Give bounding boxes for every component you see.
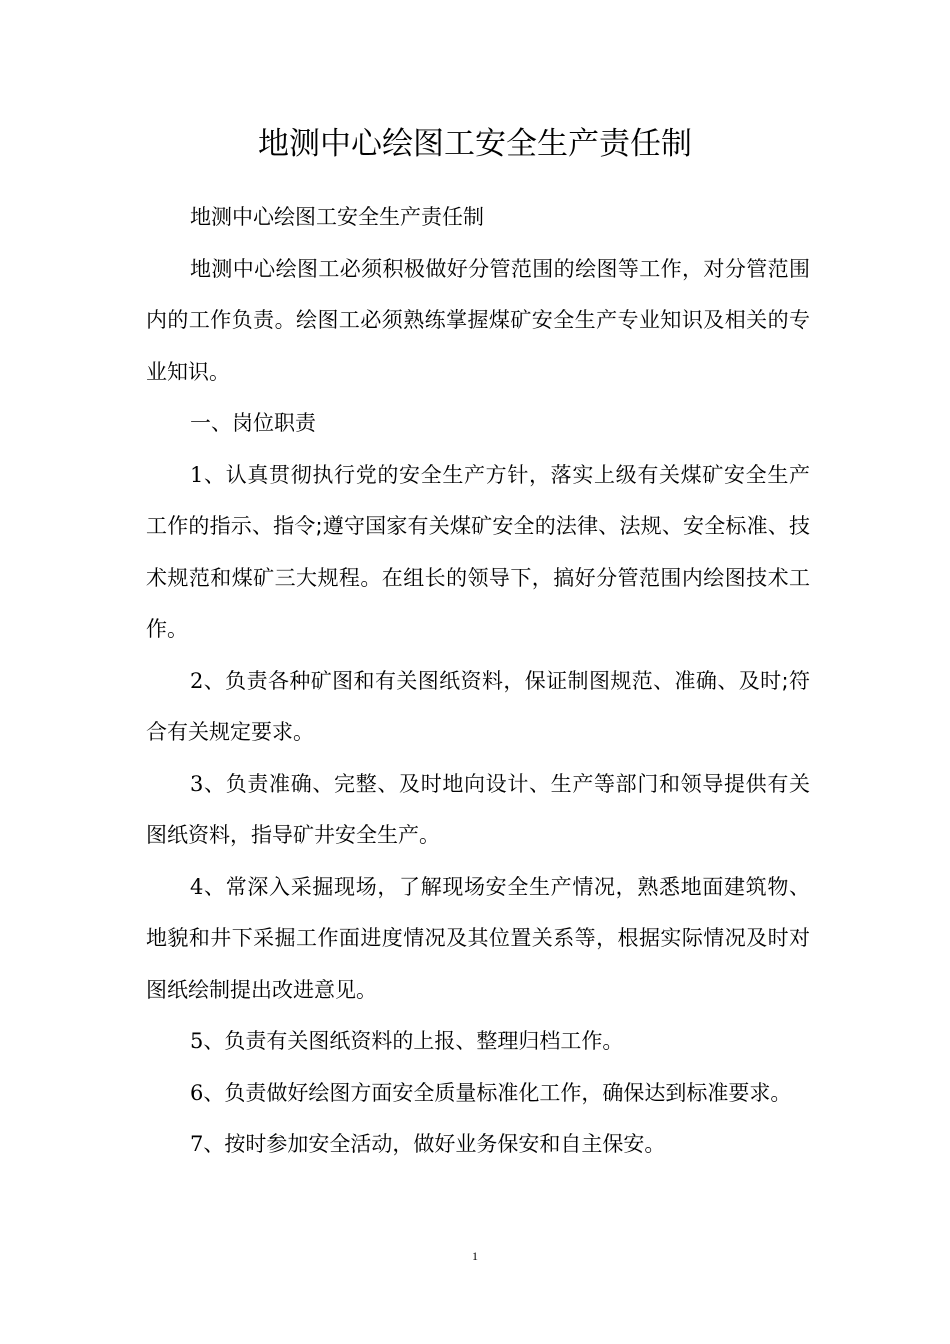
intro-paragraph: 地测中心绘图工必须积极做好分管范围的绘图等工作，对分管范围内的工作负责。绘图工必须熟练掌握煤矿安全生产专业知识及相关的专业知识。 bbox=[146, 256, 810, 384]
item-text: 、按时参加安全活动，做好业务保安和自主保安。 bbox=[203, 1132, 666, 1156]
item-text: 、负责有关图纸资料的上报、整理归档工作。 bbox=[203, 1029, 624, 1053]
item-number: 7 bbox=[190, 1132, 204, 1156]
document-title: 地测中心绘图工安全生产责任制 bbox=[258, 126, 692, 162]
duty-item-3 bbox=[146, 759, 810, 862]
item-number: 4 bbox=[190, 874, 204, 899]
duty-item-4 bbox=[146, 862, 810, 1017]
item-text: 、常深入采掘现场，了解现场安全生产情况，熟悉地面建筑物、地貌和井下采掘工作面进度情况及其位置关系等，根据实际情况及时对图纸绘制提出改进意见。 bbox=[146, 874, 810, 1002]
item-number: 2 bbox=[190, 668, 204, 693]
duty-item-5 bbox=[146, 1016, 810, 1068]
page-number: 1 bbox=[472, 1249, 478, 1263]
duty-item-2 bbox=[146, 656, 810, 759]
item-text: 、负责准确、完整、及时地向设计、生产等部门和领导提供有关图纸资料，指导矿井安全生产。 bbox=[146, 771, 810, 847]
document-body bbox=[146, 192, 810, 1171]
item-number: 3 bbox=[190, 771, 204, 796]
duty-item-7 bbox=[146, 1119, 810, 1171]
section-heading: 一、岗位职责 bbox=[190, 411, 316, 435]
item-number: 6 bbox=[190, 1080, 204, 1105]
item-number: 5 bbox=[190, 1029, 204, 1053]
subtitle: 地测中心绘图工安全生产责任制 bbox=[190, 205, 484, 229]
item-text: 、负责各种矿图和有关图纸资料，保证制图规范、准确、及时;符合有关规定要求。 bbox=[146, 668, 810, 744]
duty-item-1 bbox=[146, 450, 810, 656]
item-number: 1 bbox=[190, 462, 204, 487]
item-text: 、认真贯彻执行党的安全生产方针，落实上级有关煤矿安全生产工作的指示、指令;遵守国家有关煤矿安全的法律、法规、安全标准、技术规范和煤矿三大规程。在组长的领导下，搞好分管范围内绘图技术工作。 bbox=[146, 462, 810, 641]
item-text: 、负责做好绘图方面安全质量标准化工作，确保达到标准要求。 bbox=[203, 1080, 792, 1105]
duty-item-6 bbox=[146, 1068, 810, 1120]
